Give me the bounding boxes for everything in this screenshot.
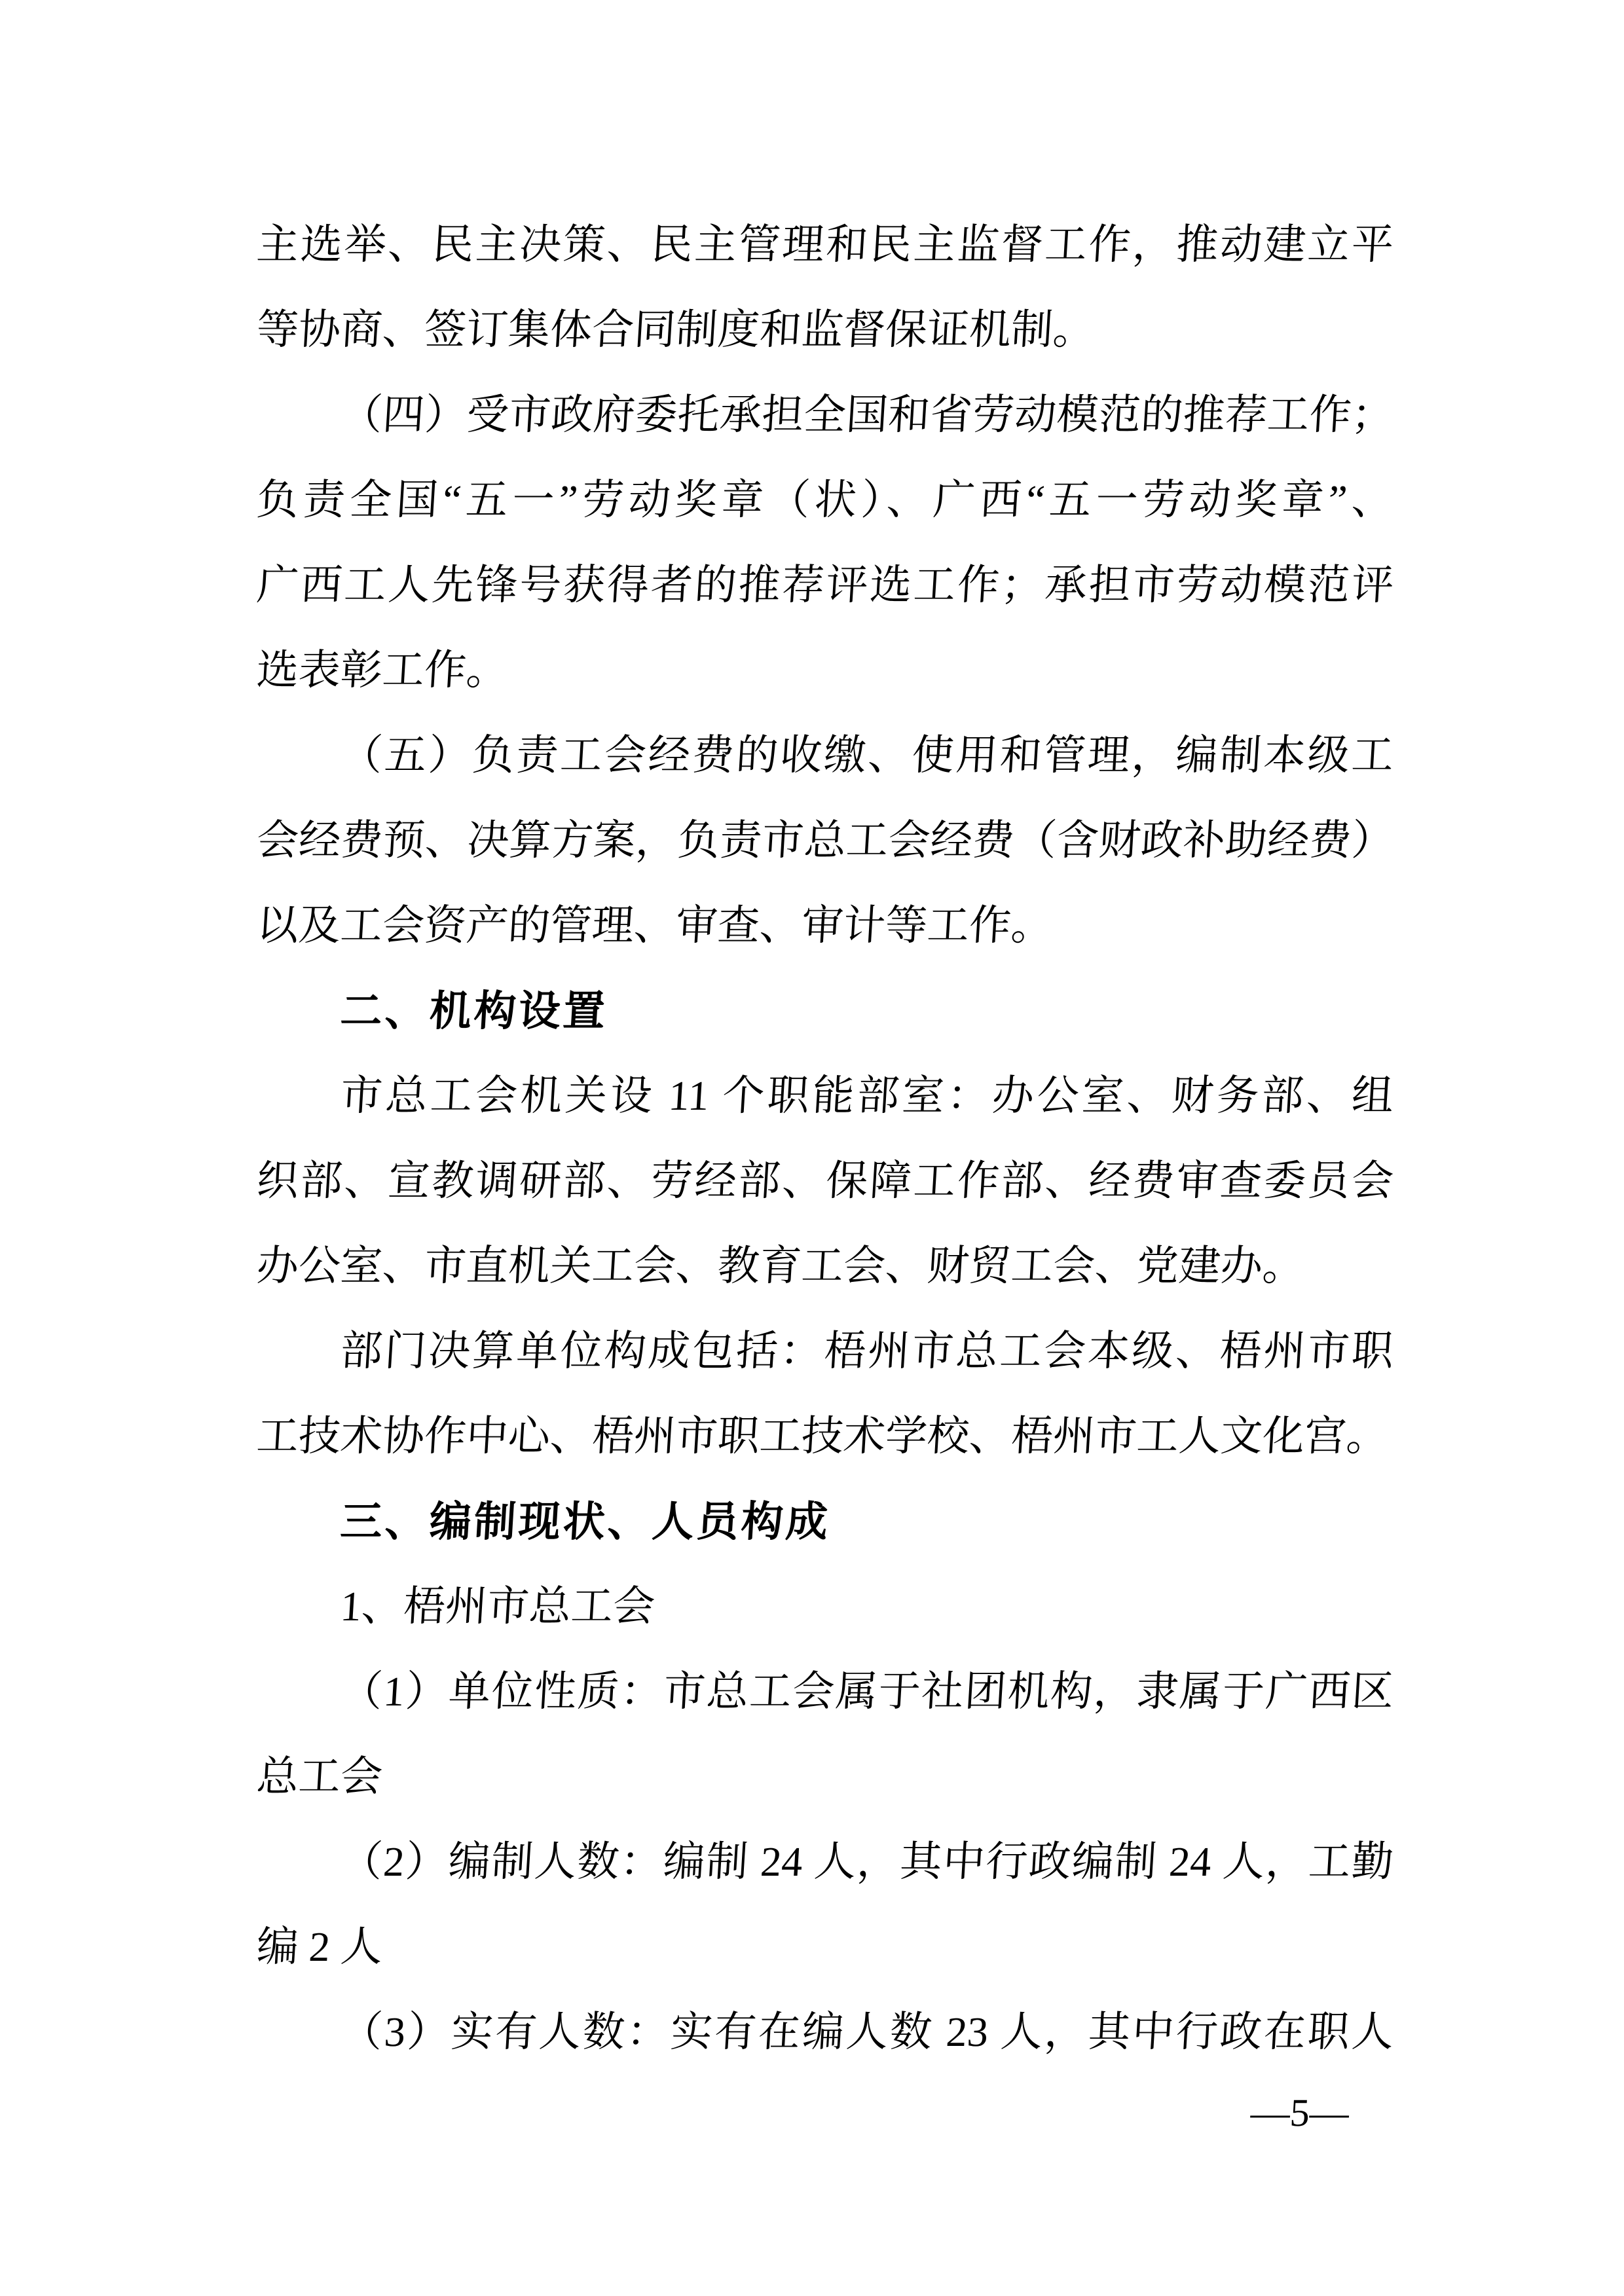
section-heading: 三、编制现状、人员构成 [339,1498,832,1545]
text-line: 总工会 [255,1753,384,1800]
text-line: 负责全国“五一”劳动奖章（状）、广西“五一劳动奖章”、 [255,477,1395,523]
text-line: 1、梧州市总工会 [339,1583,657,1630]
text-line: 广西工人先锋号获得者的推荐评选工作；承担市劳动模范评 [255,562,1395,608]
text-line: 编 2 人 [255,1923,384,1970]
text-line: 办公室、市直机关工会、教育工会、财贸工会、党建办。 [255,1243,1306,1289]
text-line: 等协商、签订集体合同制度和监督保证机制。 [255,306,1097,353]
text-line: 选表彰工作。 [255,647,510,693]
text-line: 会经费预、决算方案，负责市总工会经费（含财政补助经费） [255,817,1395,864]
text-line: 织部、宣教调研部、劳经部、保障工作部、经费审查委员会 [255,1157,1395,1204]
text-line: （1）单位性质：市总工会属于社团机构，隶属于广西区 [339,1668,1395,1715]
page-number: —5— [1249,2091,1351,2134]
section-heading: 二、机构设置 [339,987,610,1034]
text-line: 以及工会资产的管理、审查、审计等工作。 [255,902,1055,949]
text-line: 主选举、民主决策、民主管理和民主监督工作，推动建立平 [255,221,1395,268]
text-block [254,202,1395,2075]
text-line: （四）受市政府委托承担全国和省劳动模范的推荐工作； [339,392,1395,438]
text-line: 工技术协作中心、梧州市职工技术学校、梧州市工人文化宫。 [255,1413,1390,1459]
text-line: （3）实有人数：实有在编人数 23 人，其中行政在职人 [339,2009,1395,2055]
text-line: 部门决算单位构成包括：梧州市总工会本级、梧州市职 [339,1328,1395,1374]
text-line: （五）负责工会经费的收缴、使用和管理，编制本级工 [339,732,1395,778]
text-line: （2）编制人数：编制 24 人，其中行政编制 24 人，工勤 [339,1838,1395,1885]
text-line: 市总工会机关设 11 个职能部室：办公室、财务部、组 [339,1072,1395,1119]
